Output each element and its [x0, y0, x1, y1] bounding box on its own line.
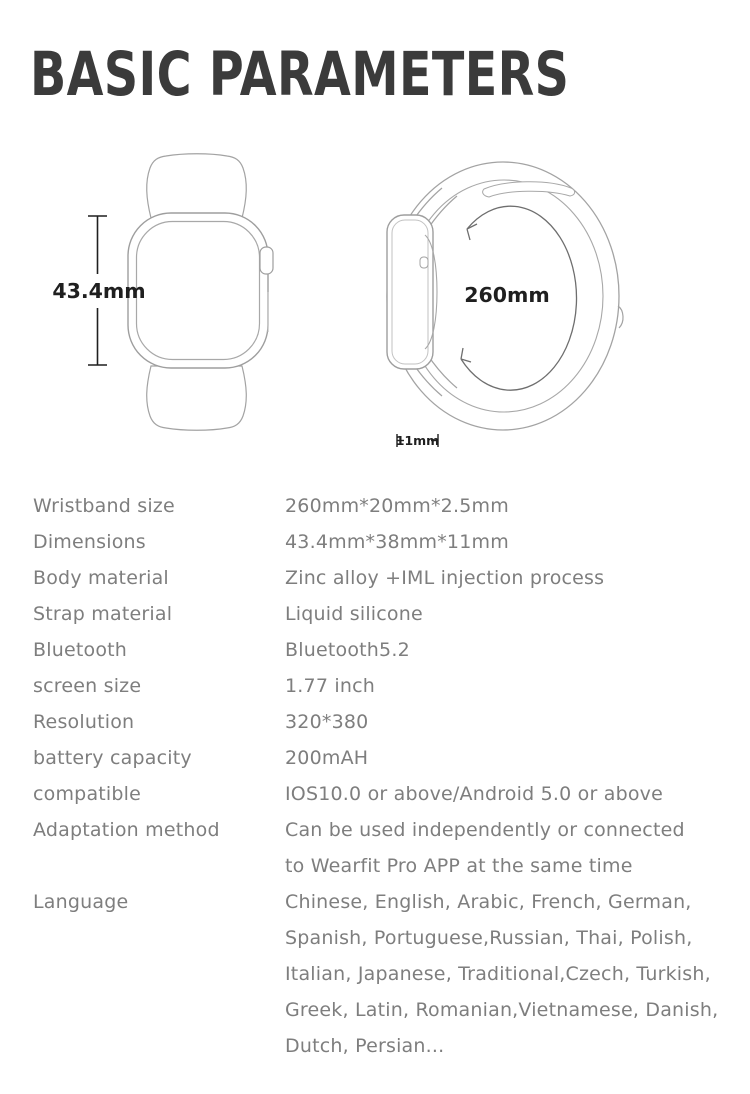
front-crown [260, 247, 273, 274]
spec-value-line: Zinc alloy +IML injection process [285, 567, 605, 589]
spec-value-line: 260mm*20mm*2.5mm [285, 495, 509, 517]
spec-label: Bluetooth [33, 639, 128, 661]
spec-label: Wristband size [33, 495, 175, 517]
spec-value [285, 596, 733, 632]
spec-value-line: Italian, Japanese, Traditional,Czech, Turkish, [285, 963, 711, 985]
side-crown [420, 257, 428, 268]
spec-row-resolution [33, 704, 733, 740]
spec-row-wristband-size [33, 488, 733, 524]
spec-value-line: Liquid silicone [285, 603, 423, 625]
spec-label: Dimensions [33, 531, 146, 553]
spec-row-body-material [33, 560, 733, 596]
spec-value [285, 524, 733, 560]
spec-value-line: Can be used independently or connected [285, 819, 685, 841]
band-slot [483, 182, 575, 197]
dimension-diagrams [0, 140, 750, 460]
circumference-label: 260mm [464, 283, 550, 307]
spec-label: Body material [33, 567, 169, 589]
spec-label: Resolution [33, 711, 135, 733]
spec-value [285, 776, 733, 812]
spec-label: Strap material [33, 603, 173, 625]
spec-value-line: 320*380 [285, 711, 369, 733]
spec-value-line: 1.77 inch [285, 675, 375, 697]
spec-value-line: Chinese, English, Arabic, French, German, [285, 891, 692, 913]
side-case-outline [387, 215, 433, 369]
spec-value [285, 668, 733, 704]
spec-row-dimensions [33, 524, 733, 560]
spec-label: Language [33, 891, 129, 913]
spec-value-line: 200mAH [285, 747, 369, 769]
spec-row-screen-size [33, 668, 733, 704]
spec-label: Adaptation method [33, 819, 220, 841]
spec-value-line: to Wearfit Pro APP at the same time [285, 855, 633, 877]
spec-value [285, 884, 733, 1064]
spec-table [33, 488, 733, 1064]
front-top-strap [147, 154, 247, 218]
front-case-outline [128, 213, 268, 368]
spec-row-compatible [33, 776, 733, 812]
spec-row-language [33, 884, 733, 1064]
spec-row-strap-material [33, 596, 733, 632]
spec-row-adaptation-method [33, 812, 733, 884]
thickness-label: 11mm [395, 433, 440, 448]
spec-value-line: Dutch, Persian... [285, 1035, 445, 1057]
height-dimension-label: 43.4mm [52, 279, 146, 303]
page-title: BASIC PARAMETERS [30, 39, 570, 110]
spec-row-bluetooth [33, 632, 733, 668]
spec-value-line: Bluetooth5.2 [285, 639, 410, 661]
spec-value [285, 704, 733, 740]
spec-row-battery-capacity [33, 740, 733, 776]
spec-value [285, 560, 733, 596]
spec-value [285, 632, 733, 668]
spec-value [285, 740, 733, 776]
spec-label: screen size [33, 675, 142, 697]
spec-value [285, 812, 733, 884]
front-bottom-strap [147, 366, 247, 430]
spec-value-line: Greek, Latin, Romanian,Vietnamese, Danish, [285, 999, 719, 1021]
spec-value-line: Spanish, Portuguese,Russian, Thai, Polish, [285, 927, 693, 949]
spec-value-line: 43.4mm*38mm*11mm [285, 531, 509, 553]
spec-value [285, 488, 733, 524]
spec-label: battery capacity [33, 747, 192, 769]
spec-value-line: IOS10.0 or above/Android 5.0 or above [285, 783, 663, 805]
front-view-diagram [128, 154, 273, 431]
spec-label: compatible [33, 783, 142, 805]
